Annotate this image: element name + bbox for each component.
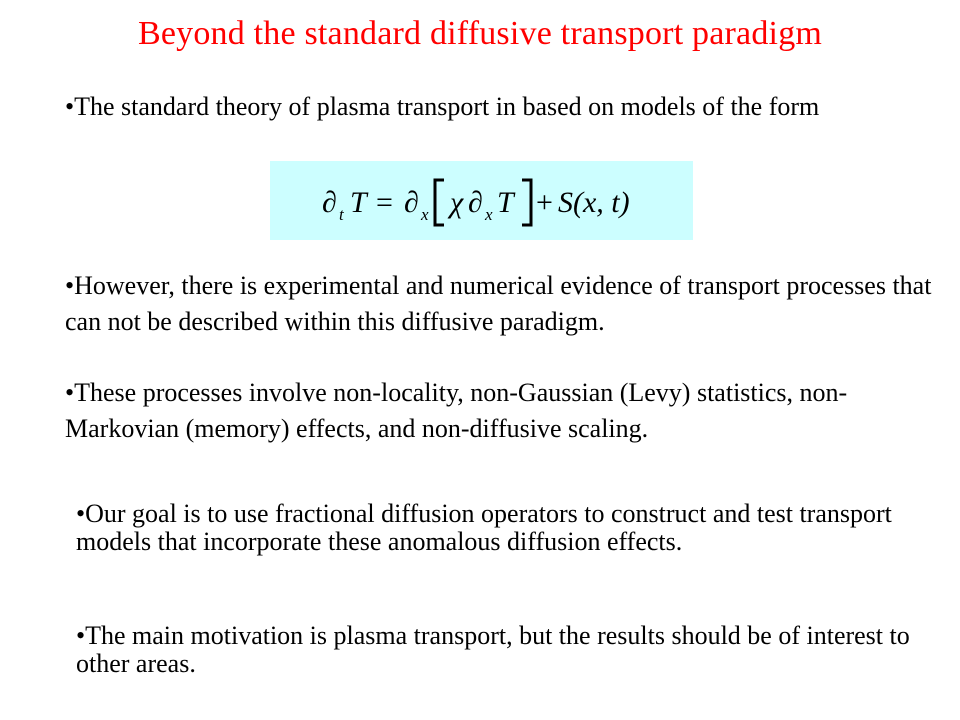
bullet-marker: • (76, 621, 86, 650)
paragraph-text: The standard theory of plasma transport in based on models of the form (74, 92, 820, 121)
right-bracket (522, 180, 531, 225)
bullet-paragraph-4 (76, 500, 921, 556)
bullet-paragraph-5 (76, 622, 946, 678)
diffusion-equation (270, 161, 693, 240)
temperature-symbol: T (497, 186, 514, 219)
bullet-marker: • (76, 499, 86, 528)
paragraph-text: The main motivation is plasma transport, but the results should be of interest to other areas. (76, 621, 910, 678)
paragraph-text: Our goal is to use fractional diffusion operators to construct and test transport models that incorporate these anomalous diffusion effects. (76, 499, 892, 556)
equals-sign: = (376, 186, 393, 219)
temperature-symbol: T (350, 186, 367, 219)
left-bracket (435, 180, 444, 225)
subscript-t: t (339, 205, 344, 224)
partial-symbol: ∂ (322, 186, 337, 219)
equation-box (270, 161, 693, 240)
bullet-marker: • (65, 378, 75, 407)
source-term: S(x, t) (558, 186, 630, 219)
paragraph-text: However, there is experimental and numerical evidence of transport processes that can not be described within this diffusive paradigm. (65, 271, 932, 336)
partial-symbol: ∂ (468, 186, 483, 219)
subscript-x: x (421, 205, 429, 224)
bullet-paragraph-3 (65, 375, 925, 447)
chi-symbol: χ (450, 186, 464, 219)
subscript-x: x (485, 205, 493, 224)
bullet-marker: • (65, 92, 75, 121)
slide-title: Beyond the standard diffusive transport paradigm (137, 15, 823, 52)
plus-sign: + (536, 186, 553, 219)
bullet-marker: • (65, 271, 75, 300)
bullet-paragraph-2 (65, 268, 950, 340)
partial-symbol: ∂ (404, 186, 419, 219)
paragraph-text: These processes involve non-locality, non-Gaussian (Levy) statistics, non-Markovian (memory) effects, and non-diffusive scaling. (65, 378, 848, 443)
bullet-paragraph-1 (65, 89, 945, 125)
